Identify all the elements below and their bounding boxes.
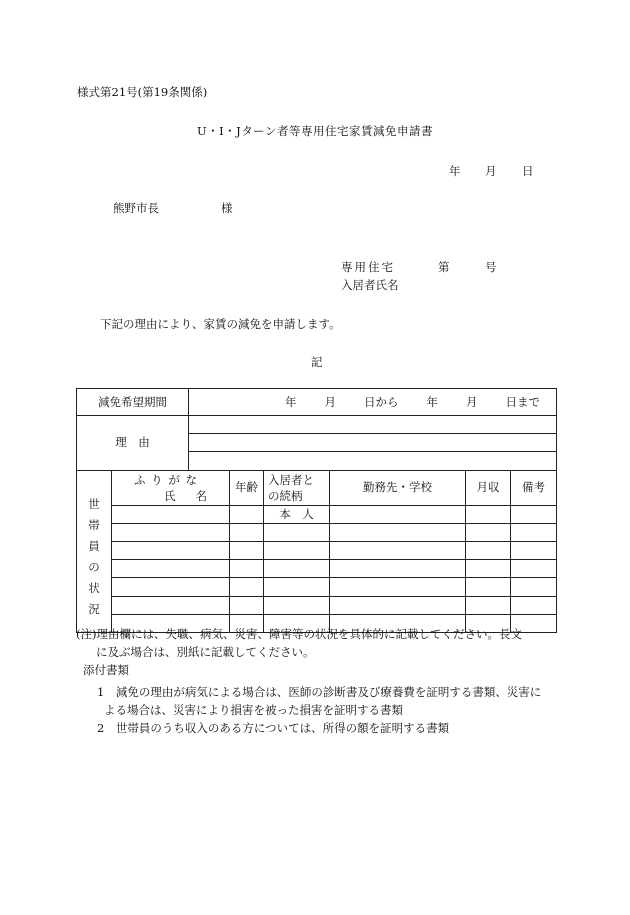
period-from-year: 年 — [285, 394, 297, 409]
member-relation-cell[interactable] — [264, 578, 330, 596]
date-day-label: 日 — [522, 164, 534, 178]
household-label — [77, 470, 112, 632]
member-age-cell[interactable] — [230, 541, 264, 559]
member-relation-cell[interactable] — [264, 523, 330, 541]
member-workplace-cell[interactable] — [330, 596, 466, 614]
housing-unit-go: 号 — [485, 260, 497, 274]
furigana-char: な — [185, 472, 197, 487]
member-remarks-cell[interactable] — [511, 560, 557, 578]
household-char: 況 — [88, 602, 100, 617]
relation-header-line2: の続柄 — [268, 488, 303, 503]
member-name-cell[interactable] — [112, 523, 230, 541]
date-year-label: 年 — [449, 164, 461, 178]
attachment-1-line-1: 1 減免の理由が病気による場合は、医師の診断書及び療養費を証明する書類、災害に — [97, 685, 542, 699]
addressee-honorific: 様 — [221, 201, 233, 215]
note-line-2: に及ぶ場合は、別紙に記載してください。 — [96, 645, 315, 659]
relation-column-header — [264, 470, 330, 505]
furigana-char: り — [151, 472, 163, 487]
member-income-cell[interactable] — [466, 541, 511, 559]
date-month-label: 月 — [485, 164, 497, 178]
note-line-1: (注)理由欄には、失職、病気、災害、障害等の状況を具体的に記載してください。長文 — [76, 627, 522, 641]
housing-unit-dai: 第 — [438, 260, 450, 274]
member-workplace-cell[interactable] — [330, 541, 466, 559]
member-age-cell[interactable] — [230, 578, 264, 596]
period-field[interactable] — [189, 389, 557, 416]
document-title: U・I・Jターン者等専用住宅家賃減免申請書 — [196, 124, 434, 138]
housing-unit-label: 専用住宅 — [341, 260, 395, 274]
member-relation-cell[interactable] — [264, 541, 330, 559]
ki-heading: 記 — [311, 355, 323, 369]
period-to-year: 年 — [426, 394, 438, 409]
member-remarks-cell[interactable] — [511, 578, 557, 596]
period-from-day: 日から — [364, 394, 399, 409]
period-label: 減免希望期間 — [77, 389, 189, 416]
name-char: 氏 — [164, 488, 176, 503]
member-remarks-cell[interactable] — [511, 596, 557, 614]
furigana-char: ふ — [134, 472, 146, 487]
member-name-cell[interactable] — [112, 596, 230, 614]
reason-line[interactable] — [189, 452, 557, 470]
resident-name-label: 入居者氏名 — [341, 278, 399, 292]
remarks-column-header: 備考 — [511, 470, 557, 505]
member-remarks-cell[interactable] — [511, 505, 557, 523]
reason-label: 理 由 — [77, 416, 189, 471]
table-row — [77, 541, 557, 559]
member-age-cell[interactable] — [230, 505, 264, 523]
form-number: 様式第21号(第19条関係) — [77, 85, 208, 99]
member-workplace-cell[interactable] — [330, 523, 466, 541]
household-char: 員 — [88, 539, 100, 554]
period-to-day: 日まで — [505, 394, 540, 409]
income-column-header: 月収 — [466, 470, 511, 505]
attachment-1-line-2: よる場合は、災害により損害を被った損害を証明する書類 — [104, 703, 403, 717]
household-char: の — [88, 560, 100, 575]
table-row — [77, 578, 557, 596]
member-income-cell[interactable] — [466, 560, 511, 578]
member-workplace-cell[interactable] — [330, 505, 466, 523]
application-statement: 下記の理由により、家賃の減免を申請します。 — [100, 317, 341, 331]
member-relation-cell[interactable] — [264, 596, 330, 614]
member-age-cell[interactable] — [230, 596, 264, 614]
household-char: 状 — [88, 581, 100, 596]
member-workplace-cell[interactable] — [330, 578, 466, 596]
table-row — [77, 596, 557, 614]
application-table — [76, 388, 557, 633]
member-income-cell[interactable] — [466, 596, 511, 614]
member-remarks-cell[interactable] — [511, 523, 557, 541]
member-relation-cell[interactable] — [264, 560, 330, 578]
member-remarks-cell[interactable] — [511, 541, 557, 559]
member-income-cell[interactable] — [466, 505, 511, 523]
household-char: 世 — [88, 497, 100, 512]
attachment-2: 2 世帯員のうち収入のある方については、所得の額を証明する書類 — [97, 721, 450, 735]
addressee: 熊野市長 — [113, 201, 159, 215]
reason-line[interactable] — [189, 416, 557, 434]
attachments-title: 添付書類 — [83, 663, 129, 677]
name-char: 名 — [195, 488, 207, 503]
member-income-cell[interactable] — [466, 523, 511, 541]
member-income-cell[interactable] — [466, 578, 511, 596]
member-name-cell[interactable] — [112, 578, 230, 596]
member-age-cell[interactable] — [230, 523, 264, 541]
relation-header-line1: 入居者と — [268, 472, 314, 487]
reason-line[interactable] — [189, 434, 557, 452]
member-name-cell[interactable] — [112, 541, 230, 559]
period-from-month: 月 — [324, 394, 336, 409]
member-relation-cell: 本 人 — [264, 505, 330, 523]
member-name-cell[interactable] — [112, 560, 230, 578]
member-workplace-cell[interactable] — [330, 560, 466, 578]
table-row — [77, 505, 557, 523]
workplace-column-header: 勤務先・学校 — [330, 470, 466, 505]
table-row — [77, 523, 557, 541]
household-char: 帯 — [88, 518, 100, 533]
table-row — [77, 560, 557, 578]
furigana-char: が — [168, 472, 180, 487]
member-age-cell[interactable] — [230, 560, 264, 578]
name-column-header — [112, 470, 230, 505]
period-to-month: 月 — [466, 394, 478, 409]
age-column-header: 年齢 — [230, 470, 264, 505]
member-name-cell[interactable] — [112, 505, 230, 523]
